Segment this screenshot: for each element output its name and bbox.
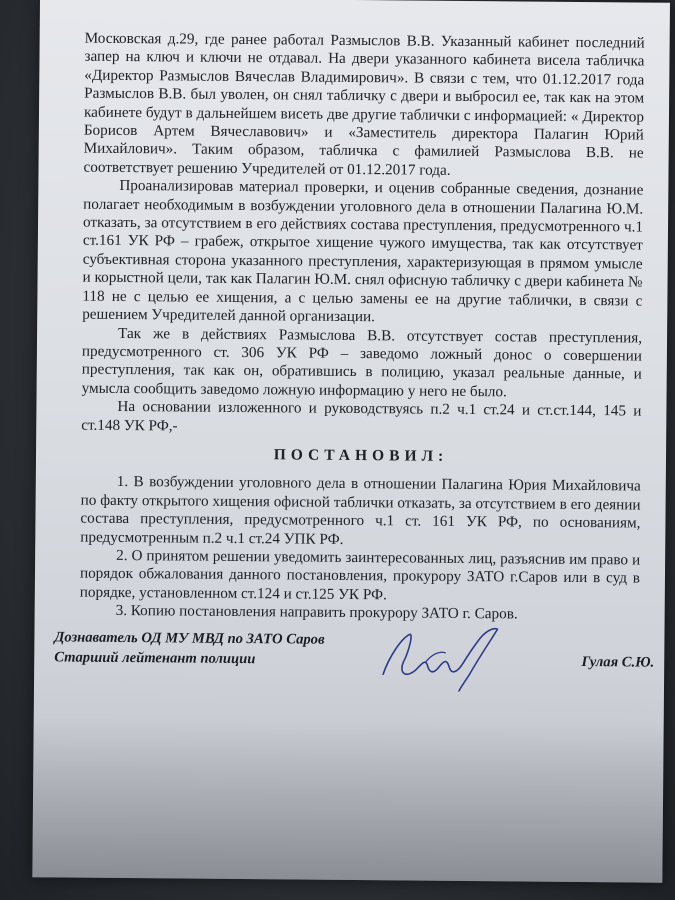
- resolution-heading: ПОСТАНОВИЛ:: [273, 446, 449, 465]
- resolution-item-3: 3. Копию постановления направить прокурору ЗАТО г. Саров.: [115, 602, 518, 623]
- resolution-item-1: 1. В возбуждении уголовного дела в отношении Палагина Юрия Михайловича по факту открытого хищения офисной таблички отказать, за отсутствием в его деянии состава преступления, предусмотренного ч.1 ст. 161 УК РФ, по основаниям, предусмотренным п.2 ч.1 ст.24 УПК РФ.: [80, 473, 641, 548]
- signatory-position: Дознаватель ОД МУ МВД по ЗАТО Саров: [54, 629, 325, 648]
- document-page: [32, 0, 670, 883]
- document-body: [80, 30, 645, 625]
- paragraph-false-report: Так же в действиях Размыслова В.В. отсутствует состав преступления, предусмотренного ст. 306 УК РФ – заведомо ложный донос о совершении преступления, так как он, обратившись в полицию, указал реальные данные, и умысла сообщить заведомо ложную информацию у него не было.: [81, 324, 643, 401]
- paragraph-intro: Московская д.29, где ранее работал Размыслов В.В. Указанный кабинет последний запер на ключ и ключи не отдавал. На двери указанного кабинета висела табличка «Директор Размыслов Вячеслав Владимирович». В связи с тем, что 01.12.2017 года Размыслов В.В. был уволен, он снял табличку с двери и выбросил ее, так как на этом кабинете будут в дальнейшем висеть две другие таблички с информацией: « Директор Борисов Артем Вячеславович» и «Заместитель директора Палагин Юрий Михайлович». Таким образом, табличка с фамилией Размыслова В.В. не соответствует решению Учредителей от 01.12.2017 года.: [83, 29, 645, 179]
- handwritten-signature: [369, 616, 510, 697]
- paragraph-analysis: Проанализировав материал проверки, и оценив собранные сведения, дознание полагает необходимым в возбуждении уголовного дела в отношении Палагина Ю.М. отказать, за отсутствием в его действиях состава преступления, предусмотренного ч.1 ст.161 УК РФ – грабеж, открытое хищение чужого имущества, так как отсутствует субъективная сторона указанного преступления, характеризующая в прямом умысле и корыстной цели, так как Палагин Ю.М. снял офисную табличку с двери кабинета № 118 не с целью ее хищения, а с целью замены ее на другие таблички, в связи с решением Учредителей данной организации.: [82, 177, 644, 326]
- paragraph-basis: На основании изложенного и руководствуясь п.2 ч.1 ст.24 и ст.ст.144, 145 и ст.148 УК РФ,-: [81, 398, 642, 434]
- resolution-item-2: 2. О принятом решении уведомить заинтересованных лиц, разъяснив им право и порядок обжалования данного постановления, прокурору ЗАТО г.Саров или в суд в порядке, установленном ст.124 и ст.125 УК РФ.: [79, 546, 641, 604]
- signature-block: [54, 627, 654, 672]
- signatory-rank: Старший лейтенант полиции: [54, 649, 256, 668]
- signatory-name: Гулая С.Ю.: [581, 654, 655, 671]
